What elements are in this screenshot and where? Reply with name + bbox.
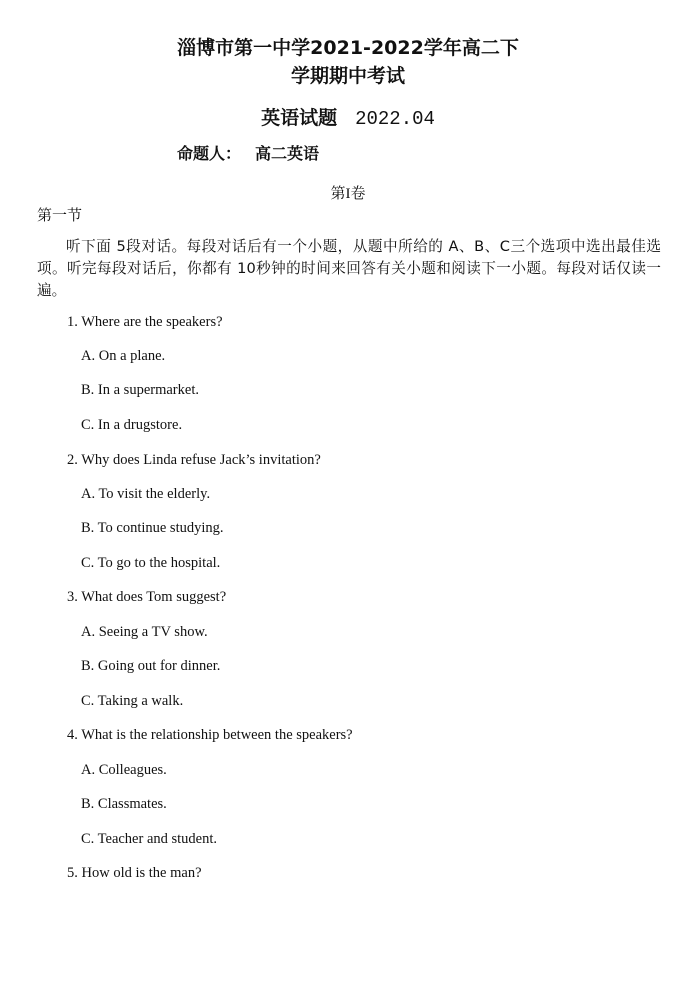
question-2: 2. Why does Linda refuse Jack’s invitation? [67,452,321,468]
question-3-option-b: B. Going out for dinner. [81,658,221,674]
volume-label: 第I卷 [330,186,366,202]
question-1-option-b: B. In a supermarket. [81,382,199,398]
question-4-option-c: C. Teacher and student. [81,831,218,847]
exam-title-line-1: 淄博市第一中学2021-2022学年高二下 [177,37,519,59]
author-label: 命题人： [177,144,242,163]
author-line [177,143,319,165]
question-2-option-b: B. To continue studying. [81,520,224,536]
question-4-option-a: A. Colleagues. [81,762,167,778]
instructions-paragraph: 听下面 5段对话。每段对话后有一个小题，从题中所给的 A、B、C三个选项中选出最佳选项。听完每段对话后，你都有 10秒钟的时间来回答有关小题和阅读下一小题。每段对话仅读一遍。 [37,238,661,299]
question-1-option-a: A. On a plane. [81,348,166,364]
question-3-option-a: A. Seeing a TV show. [81,624,208,640]
question-4: 4. What is the relationship between the speakers? [67,727,353,743]
exam-title-line-2: 学期期中考试 [290,65,405,87]
author-name: 高二英语 [255,144,320,163]
subject-line [0,106,696,131]
question-5: 5. How old is the man? [67,865,202,881]
question-4-option-b: B. Classmates. [81,796,167,812]
section-label: 第一节 [37,206,83,224]
question-2-option-c: C. To go to the hospital. [81,555,221,571]
subject-name: 英语试题 [261,107,338,129]
question-1: 1. Where are the speakers? [67,314,223,330]
question-2-option-a: A. To visit the elderly. [81,486,211,502]
question-3-option-c: C. Taking a walk. [81,693,184,709]
exam-date: 2022.04 [355,108,435,130]
question-1-option-c: C. In a drugstore. [81,417,183,433]
question-3: 3. What does Tom suggest? [67,589,227,605]
